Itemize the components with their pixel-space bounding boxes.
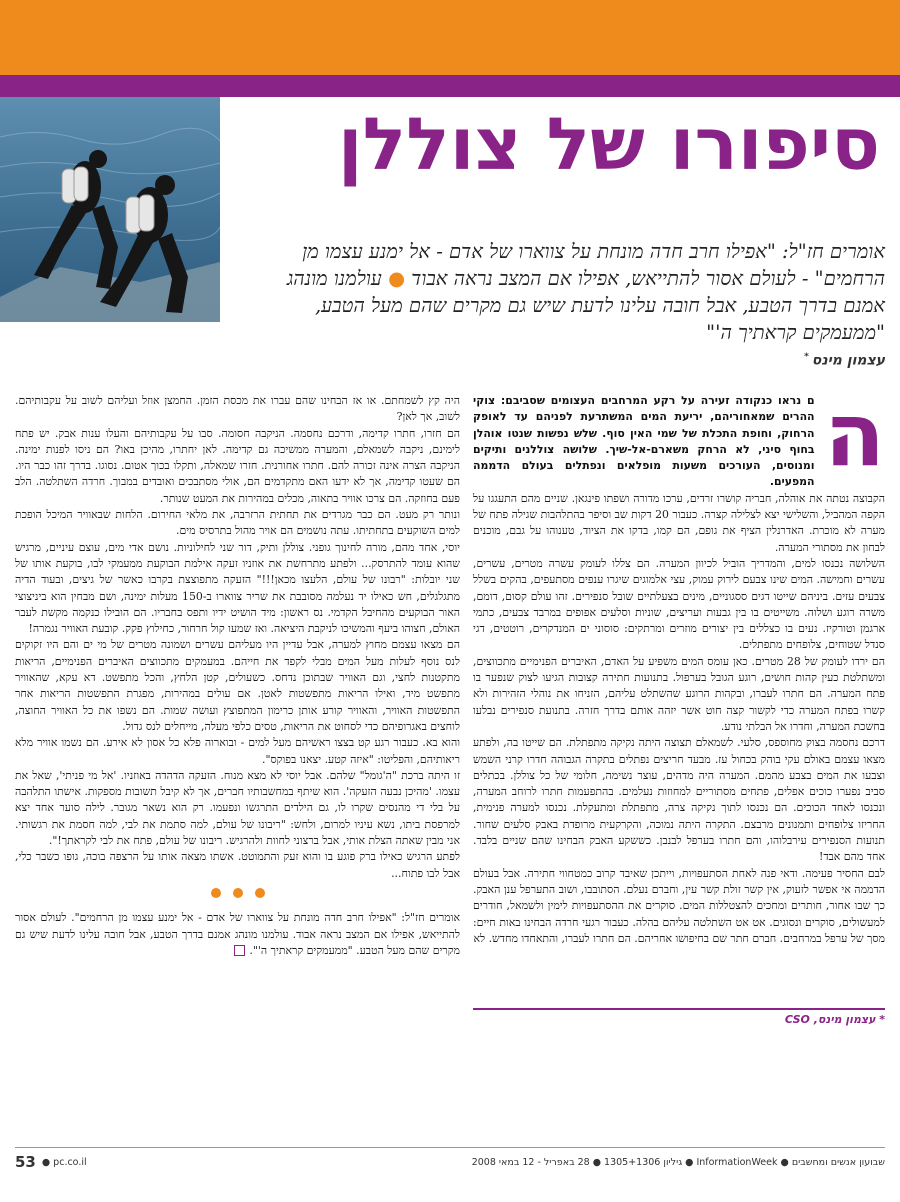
body-paragraph: הם חזרו, חתרו קדימה, ודרכם נחסמה. הניקבה חסומה. סבו על עקבותיהם והעלו ענות אבק. יש פתח לימינם, ניקבה לשמאלם, והמערה ממשיכה גם קדימה. לאן יחתרו, מהיכן באו? הם ניסו לפנות ימינה. הניקבה הצרה אינה זכורה להם. חתרו אחורנית. חזרו שמאלה, ותקלו בכוך אטום. נסוגו. בדרך זהו כבר היו. הם שעטו קדימה, אך לא ידעו האם מתקדמים הם, אולי מסתבכים ואובדים במבוך. חרדה השתלטה. הלב פעם בחוזקה. הם צרכו אוויר בתאוה, מכלים במהירות את המעט שנותר. (15, 426, 460, 505)
body-paragraph: לפתע הרגיש כאילו ברק פוגע בו והוא זעק והתמוטט. אשתו מצאה אותו על הרצפה בוכה, גופו כשבר כלי, אבל לבו פתוח... (15, 850, 460, 880)
article-column-left (15, 393, 460, 959)
end-mark-icon (234, 945, 245, 956)
top-orange-band (0, 0, 900, 75)
byline-star: * (804, 352, 809, 362)
body-paragraph: היה קץ לשמחתם. או אז הבחינו שהם עברו את מכסת הזמן. החמצן אוזל ועליהם לשוב על עקבותיהם. לשוב, אך לאן? (15, 394, 460, 424)
page-footer (15, 1152, 885, 1172)
byline-name: עצמון מינס (811, 352, 885, 369)
lead-part2: עולמנו מונהג אמנם בדרך הטבע, אבל חובה עלינו לדעת שיש גם מקרים שהם מעל הטבע, "ממעמקים קראתיך ה'" (286, 267, 885, 344)
body-paragraph: לבם החסיר פעימה. ודאי פנה לאחת הסתעפויות, וייתכן שאיבד קרוב כמטחווי חתירה. אבל בעולם הדממה אי אפשר לזעוק, אין קשר זולת קשר עין, וחברם נעלם. הסתובבו, ושוב התערפל ענן האבק. כך שבו אחור, חותרים ומחכים להצטללות המים. סוקרים את ההסתעפויות לימין ולשמאל, חודרים למעשולים, סוקרים ונסוגים. אט אט השתלטה עליהם בהלה. כעבור רגעי חרדה הבחינו באות חיים: מסך של ערפל במרחבים. חברם חתר שם בחיפושו אחריהם. הם חתרו לעברו, והתאחדו מחדש. לא (473, 866, 885, 945)
closing-paragraph (15, 910, 460, 959)
body-paragraph: הם מצאו עצמם מחוץ למערה, אבל עדיין היו מעליהם עשרים ושמונה מטרים של מי ים והם היו זקוקים לנס נוסף לעלות מעל המים מבלי לקפד את חייהם. במעמקים מתכווצים האיברים הפנימיים, הריאות מתקטנות לחצי, וגם האוויר שבתוכן נדחס. כשעולים, קטן הלחץ, והכל מתפשט. דא עקא, שהאוויר מתפשט מיד, ואילו הריאות מתפשטות לאטן. אם עולים במהירות, מפגרת התפשטות הריאות אחר התפשטות האוויר, והאוויר קורע אותן כרימון המתפוצץ ועושה שמות. הם נשפו את כל האוויר החוצה, לוחצים באגרופיהם כדי לסחוט את הריאות, טסים כלפי מעלה, מייחלים לנס גדול. (15, 638, 460, 733)
body-paragraph: דרכם נחסמה בצוק מחוספס, סלעי. לשמאלם תצוצה היתה נקיקה מתפתלת. הם שייטו בה, ולפתע מצאו עצמם באולם עקי בוהק בכחול עז. מבעד חריצים נפתלים בתקרה הגבוהה חדרו קרני השמש וצבעו את המים בצבע מהמם. המערה היה מדהים, עוצר נשימה, חלומי של כל צוללן. בכתלים סביב נפערו כוכים אפלים, פתחים מסתוריים למחוזות נעלמים. בהתפעמות חתרו לרוחב המערה, ונכנסו לאחד הכוכים. הם נכנסו לתוך נקיקה צרה, מתפתלת ומתעקלת. נכנסו למערה פנימית, החריזו צלופחים ותמנונים מרבצם. התקרה היתה נמוכה, והקרקעית מרופדת באבק סלעים שחור. תנועות הסנפירים עירבלוהו, והם חתרו בערפל לבנבן. כששקע האבק הבחינו שהם שניים בלבד. אחד מהם אבד! (473, 736, 885, 864)
article-column-right (473, 383, 885, 947)
lead-paragraph (240, 238, 885, 346)
body-paragraph: יוסי, אחד מהם, מורה לחינוך גופני. צוללן ותיק, דור שני לחילוניות. נושם אדי מים, עוצם עיניים, מרגיש שהוא עומד להתרסק... ולפתע מתרחשת את אוזניו זעקה אילמת הבוקעת ממעמקי לבו, בוקעת אותו של שני יובלות: "רבונו של עולם, הלעצו מכאן!!!" הזעקה מתפוצצת בקרבו כאשר של גיצים, ובעוד הדיה מתגלגלים, חש כאילו יד נעלמה מסובבת את שריר צווארו ב-150 מעלות ימינה, ושם מבחין הוא ביניצוצי האור הבוקעים מהחיבל הקדמי. נס ראשון: מיד הושיט ידיו ותפס בחבריו. הם הובילו כנקמה מקשת לעבר האולם, חצוהו ביעף והמשיכו לניקבת היציאה. ואז שמעו קול חרחור, כחילוץ פקק. קובעת האוויר נגמרה! (15, 540, 460, 636)
bullet-dot-icon: ● (388, 267, 406, 290)
author-footnote: * עצמון מינס, CSO (784, 1013, 885, 1026)
footer-source: ● pc.co.il (41, 1156, 87, 1168)
footnote-rule (473, 1008, 885, 1010)
intro-paragraph: ם נראו כנקודה זעירה על רקע המרחבים העצומים שסביבם: צוקי ההרים שמאחוריהם, יריעת המים המשתרעת לפניהם עד לאופק הרחוק, וחופת התכלת של שמי האין סוף. שלש נפשות שנטו אוהלן בחוף סיני, לא הרחק משארם-אל-שיך. שלושה צוללנים ותיקים ומנוסים, העורכים משעות מופלאים ונפתלים בעולם הדממה המפעים. (473, 394, 815, 489)
body-paragraph: ונותר רק מעט. הם כבר מגרדים את תחתית הרזרבה, את מלאי החירום. הלחות שבאוויר המיכל הופכת למים השוקעים בתחתיתו. עתה נושמים הם אויר מהול בתרסיס מים. (15, 508, 460, 538)
body-paragraph: השלושה נכנסו למים, והמדריך הוביל לכיוון המערה. הם צללו לעומק עשרה מטרים, עשרים, עשרים וחמישה. המים שינו צבעם לירוק עמוק, עצי אלמוגים שיגרו ענפים מסתעפים, בהקים בשלל צבעים עזים. ביניהם שייטו דגים ססגוניים, מינים בצעלתיים שובל סנפירים. זהו עולם קסום, דומם, משרה רוגע ושלוה. משייטים בו בין גבעות ועריצים, שוניות וסלעים אפופים במרבד צבעים, כתמי ארגמן וטורקיז. נעים בו כצללים בין יצורים מוזרים ומרתקים: סוסוני ים המנדקרים, רוטטים, דגי סנדל שטוחים, צלופחים מתפתלים. (473, 556, 885, 652)
body-paragraph: הם ירדו לעומק של 28 מטרים. כאן עומס המים משפיע על האדם, האיברים הפנימיים מתכווצים, ומשתלטת כעין קהות חושים, רוגע הגובל בערפול. בתנועות חתירה קצובות הגיעו לצוק שנפער בו פתח המערה. הם חתרו לעברו, ובקהות הרוגע שהשתלט עליהם, הזניחו את נוהלי הזהירות ולא קשרו בפתח המערה כדי לקשור קצה חוט אשר יזהה אותם בדרך חזרה. בתנועת סנפירים נבלעו בחשכת המערה, וחדרו אל הבלתי נודע. (473, 654, 885, 733)
headline: סיפורו של צוללן (337, 102, 880, 186)
divers-photo (0, 97, 220, 322)
body-paragraph: הקבוצה נטתה את אוהלה, חבריה קושרו זרדים, ערכו מדורה ושפתו פינגאן. שניים מהם התעגגו על הקפה המהביל, והשלישי יצא לצלילה קצרה. כעבור 20 דקות שב וסיפר בהתלהבות שגילה פתח של מערה לא מוכרת. האדרנלין הציף את גופם, הם קמו, בדקו את הציוד, טענוהו על גבם, מוכנים לבחון את מסתורי המערה. (473, 491, 885, 554)
footer-issue-info: שבועון אנשים ומחשבים ● InformationWeek ● גיליון 1305+1306 ● 28 באפריל - 12 במאי 2008 (471, 1156, 885, 1168)
footer-rule (15, 1147, 885, 1148)
section-separator-dots-icon (15, 888, 460, 906)
closing-text: אומרים חז"ל: "אפילו חרב חדה מונחת על צווארו של אדם - אל ימנע עצמו מן הרחמים". לעולם אסור להתייאש, אפילו אם המצב נראה אבוד. עולמנו מונהג אמנם בדרך הטבע, אבל חובה עלינו לדעת שיש גם מקרים שהם מעל הטבע. "ממעמקים קראתיך ה'". (15, 911, 460, 957)
byline (804, 352, 885, 369)
top-purple-band (0, 75, 900, 97)
drop-cap: ה (824, 383, 885, 486)
body-paragraph: והוא בא. כעבור רגע קט בצצו ראשיהם מעל למים - ובוארוה פלא כל אסון לא אירע. הם נשמו אוויר מלא ריאותיהם, והפליטו: "איזה קטע. יצאנו בפוקס". (15, 736, 460, 766)
body-paragraph: זו היתה ברכת "ה'גומל" שלהם. אבל יוסי לא מצא מנוח. הזעקה הדהדה באוזניו. 'אל מי פניתי', שאל את עצמו. 'מהיכן נבעה הזעקה'. הוא שיתף במחשבותיו חברים, אך לא קיבל תשובות מספקות. אישתו התלהבה על בלי די מהנסים שקרו לו, גם הילדים התרגשו ונפעמו. רק הוא נשאר מגובר. לילה סוער אחד יצא למרפסת ביתו, נשא עיניו למרום, ולחש: "ריבונו של עולם, למה סתמת את לבי, למה חסמת את רגשותי. אני מבין שאתה הצלת אותי, אבל ברצוני לחוות ולהרגיש. ריבונו של עולם, פתח את לבי לקראתך!". (15, 768, 460, 848)
page-number: 53 (15, 1153, 36, 1171)
lead-part1: אומרים חז"ל: "אפילו חרב חדה מונחת על צווארו של אדם - אל ימנע עצמו מן הרחמים" - לעולם אסור להתייאש, אפילו אם המצב נראה אבוד (302, 240, 885, 290)
